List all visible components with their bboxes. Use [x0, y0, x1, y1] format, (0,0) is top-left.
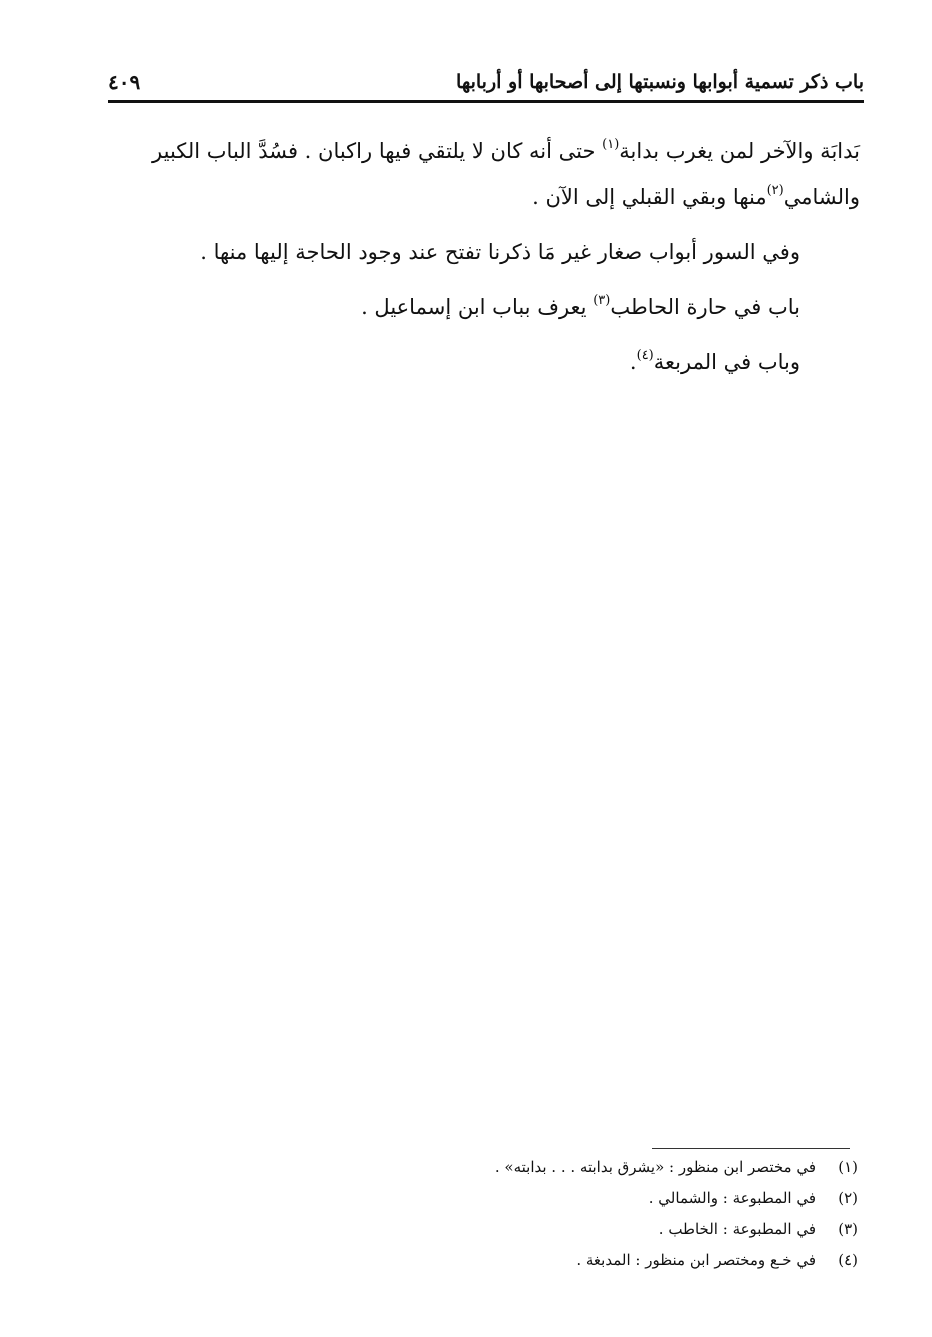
paragraph-murabba-gate [100, 339, 860, 385]
paragraph-small-gates [100, 229, 860, 275]
text-segment: منها وبقي القبلي إلى الآن . [532, 185, 767, 209]
text-segment: بَدابَة والآخر لمن يغرب بدابة [619, 139, 860, 163]
footnote-number: (١) [838, 1158, 858, 1176]
footnote-number: (٢) [838, 1189, 858, 1207]
text-segment: باب في حارة الحاطب [610, 295, 800, 319]
text-segment: يعرف بباب ابن إسماعيل . [361, 295, 587, 319]
footnote-number: (٣) [838, 1220, 858, 1238]
paragraph-line-1 [100, 128, 860, 174]
footnote-ref-4: (٤) [636, 348, 654, 363]
footnotes [300, 1152, 858, 1276]
footnote-number: (٤) [838, 1251, 858, 1269]
text-segment: وفي السور أبواب صغار غير مَا ذكرنا تفتح عند وجود الحاجة إليها منها . [200, 240, 800, 264]
footnote-ref-1: (١) [602, 137, 620, 152]
footnote-3 [300, 1214, 858, 1245]
text-segment: وباب في المربعة [653, 350, 800, 374]
running-title: باب ذكر تسمية أبوابها ونسبتها إلى أصحابها أو أربابها [456, 71, 864, 93]
footnote-2 [300, 1183, 858, 1214]
running-header [108, 66, 864, 98]
page-number: ٤٠٩ [108, 70, 141, 94]
footnote-ref-3: (٣) [593, 293, 611, 308]
paragraph-hatib-gate [100, 284, 860, 330]
text-segment: والشامي [783, 185, 860, 209]
footnote-text: في مختصر ابن منظور : «يشرق بدابته . . . بدابته» . [494, 1158, 816, 1176]
footnote-text: في المطبوعة : والشمالي . [648, 1189, 816, 1207]
main-text [100, 128, 860, 385]
footnote-ref-2: (٢) [766, 183, 784, 198]
footnote-rule [652, 1148, 850, 1149]
paragraph-line-2 [100, 174, 860, 220]
footnote-text: في خـع ومختصر ابن منظور : المدبغة . [576, 1251, 816, 1269]
footnote-1 [300, 1152, 858, 1183]
text-segment: حتى أنه كان لا يلتقي فيها راكبان . فسُدَّ الباب الكبير [152, 139, 596, 163]
header-rule [108, 100, 864, 103]
text-segment: . [629, 350, 637, 374]
footnote-text: في المطبوعة : الخاطب . [658, 1220, 816, 1238]
footnote-4 [300, 1245, 858, 1276]
